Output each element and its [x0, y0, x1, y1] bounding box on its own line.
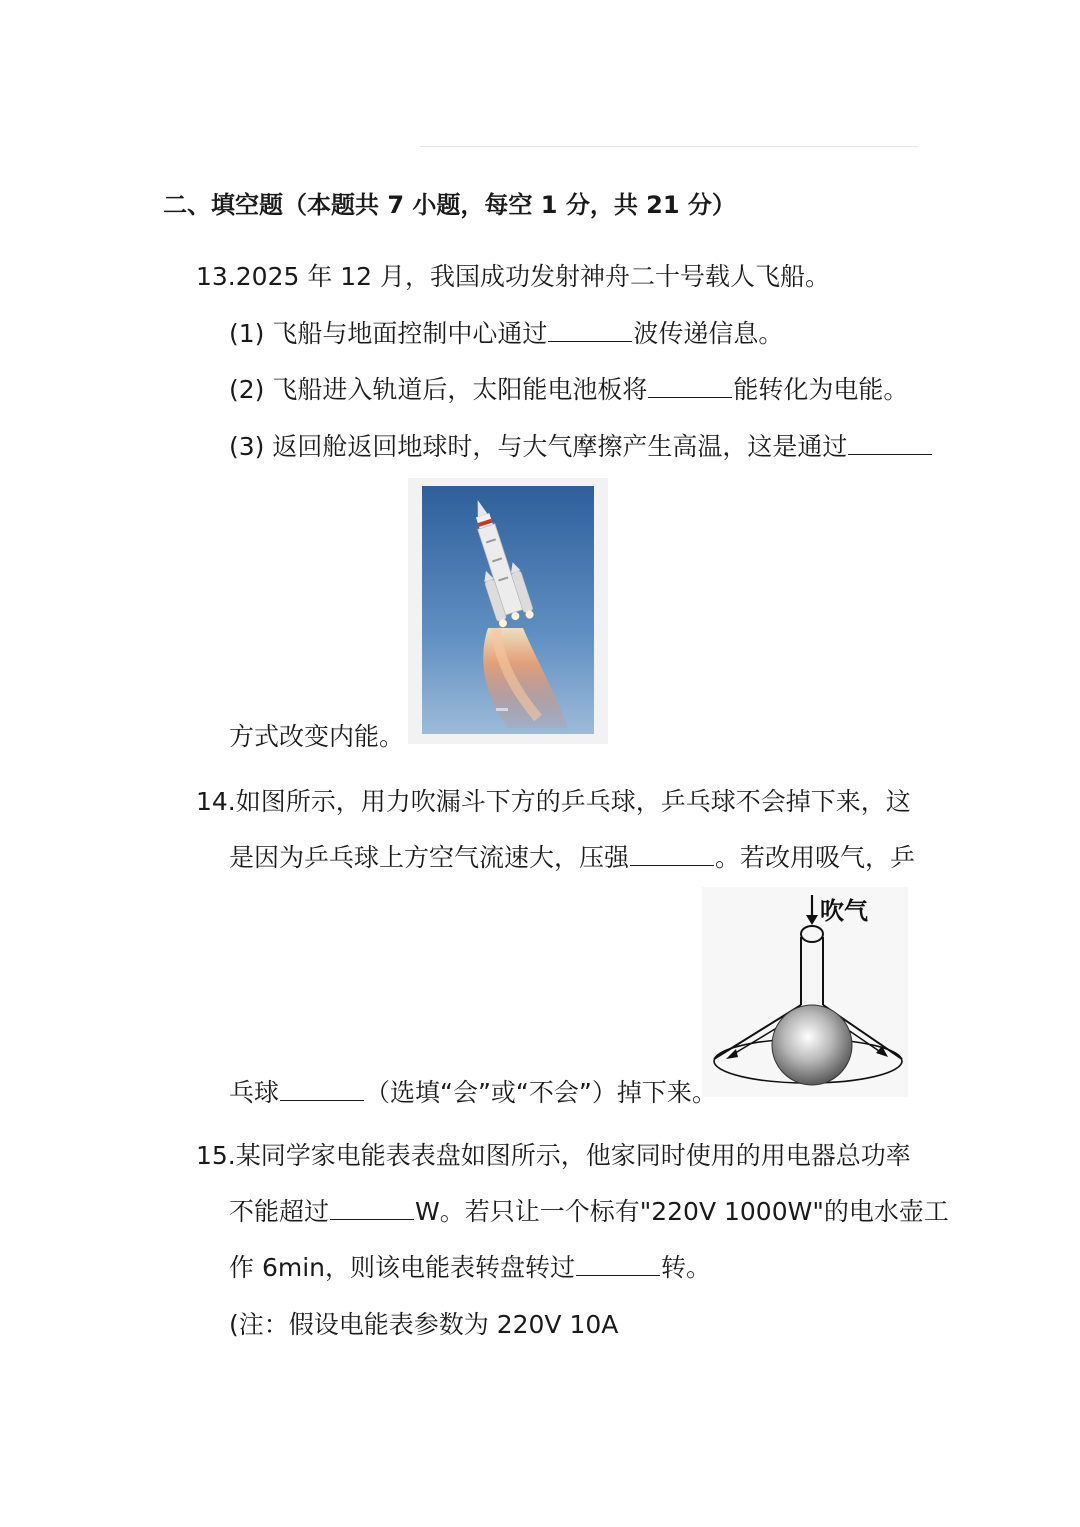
q13-part3	[229, 432, 933, 462]
q13-part3-text-before: (3) 返回舱返回地球时，与大气摩擦产生高温，这是通过	[229, 432, 848, 461]
funnel-diagram	[702, 887, 908, 1097]
q15-line1: 15.某同学家电能表表盘如图所示，他家同时使用的用电器总功率	[196, 1141, 911, 1170]
section-heading: 二、填空题（本题共 7 小题，每空 1 分，共 21 分）	[163, 191, 736, 219]
q13-part2-text-before: (2) 飞船进入轨道后，太阳能电池板将	[229, 375, 648, 404]
q15-line2	[229, 1197, 949, 1227]
q14-blank-2[interactable]	[280, 1080, 364, 1101]
q15-line2-text-before: 不能超过	[229, 1197, 330, 1226]
q13-part1	[229, 319, 783, 349]
header-divider	[420, 146, 918, 147]
q14-line3-text-after: （选填“会”或“不会”）掉下来。	[365, 1078, 717, 1107]
q14-line2-text-after: 。若改用吸气，乒	[715, 843, 916, 872]
q15-line3-text-after: 转。	[661, 1253, 712, 1282]
q15-note: (注：假设电能表参数为 220V 10A	[229, 1310, 619, 1339]
funnel-illustration	[702, 887, 908, 1097]
q15-blank-2[interactable]	[576, 1255, 660, 1276]
q13-stem: 13.2025 年 12 月，我国成功发射神舟二十号载人飞船。	[196, 262, 831, 291]
q13-part2	[229, 375, 908, 405]
q15-blank-1[interactable]	[330, 1199, 414, 1220]
q13-part1-text-after: 波传递信息。	[633, 319, 784, 348]
q15-line3-text-before: 作 6min，则该电能表转盘转过	[229, 1253, 575, 1282]
q14-blank-1[interactable]	[630, 845, 714, 866]
q14-line2	[229, 843, 915, 873]
q13-part2-text-after: 能转化为电能。	[733, 375, 909, 404]
q15-line2-text-after: W。若只让一个标有"220V 1000W"的电水壶工	[415, 1197, 949, 1226]
q13-blank-2[interactable]	[648, 377, 732, 398]
q15-line3	[229, 1253, 711, 1283]
blow-label: 吹气	[820, 897, 868, 925]
q14-line3	[229, 1078, 717, 1108]
q13-blank-1[interactable]	[548, 321, 632, 342]
rocket-photo	[408, 478, 608, 744]
q14-line1: 14.如图所示，用力吹漏斗下方的乒乓球，乒乓球不会掉下来，这	[196, 787, 911, 816]
rocket-illustration	[408, 478, 608, 744]
q13-blank-3[interactable]	[848, 434, 932, 455]
q13-part3-tail: 方式改变内能。	[229, 722, 405, 751]
q14-line3-text-before: 乓球	[229, 1078, 280, 1107]
q13-part1-text-before: (1) 飞船与地面控制中心通过	[229, 319, 548, 348]
q14-line2-text-before: 是因为乒乓球上方空气流速大，压强	[229, 843, 630, 872]
